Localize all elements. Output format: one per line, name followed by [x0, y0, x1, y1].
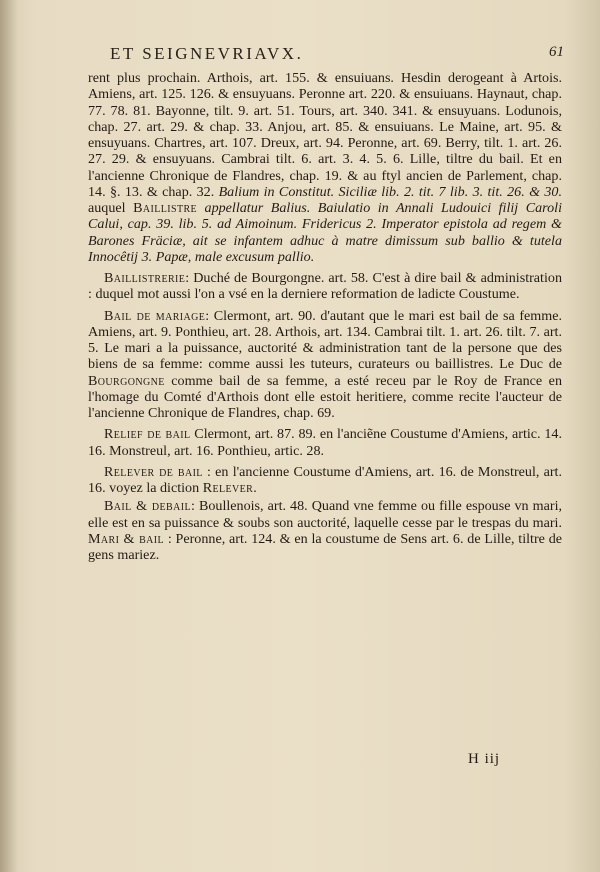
paragraph-relever-de-bail [88, 464, 562, 497]
headword: Relever. [202, 480, 258, 496]
headword: Relief de bail [104, 426, 191, 443]
gutter-shadow [0, 0, 18, 872]
paragraph-bail-et-debail [88, 498, 562, 563]
text-run: : Peronne, art. 124. & en la coustume de Sens art. 6. de Lille, tiltre de gens mariez. [88, 530, 562, 563]
paragraph-bail-de-mariage [88, 308, 562, 422]
headword: Baillistrerie [104, 270, 186, 286]
headword: Baillistre [133, 200, 198, 216]
running-head: ET SEIGNEVRIAVX. [110, 44, 304, 63]
headword: Bail de mariage [104, 307, 206, 324]
text-run: rent plus prochain. Arthois, art. 155. & ensuiuans. Hesdin derogeant à Artois. Amiens, art. 125. 126. & ensuyuans. Peronne art. 220. & ensuiuans. Haynaut, chap. 77. 78. 81. Bayonne, tilt. 9. art. 51. Tours, art. 340. 341. & ensuyuans. Lodunois, chap. 27. art. 29. & chap. 33. Anjou, art. 85. & ensuiuans. Le Maine, art. 95. & ensuyuans. Chartres, art. 107. Dreux, art. 94. Peronne, art. 69. Berry, tilt. 1. art. 26. 27. 29. & ensuyuans. Cambrai tilt. 6. art. 3. 4. 5. 6. Lille, tiltre du bail. Et en l'ancienne Chronique de Flandres, chap. 19. & au ftyl ancien de Parlement, chap. 14. §. 13. & chap. 32. [88, 70, 562, 200]
text-run: auquel [88, 200, 134, 216]
headword: Bail & debail [104, 498, 191, 515]
page-header [110, 44, 570, 70]
latin-citation: appellatur Balius. Baiulatio in Annali Ludouici filij Caroli Calui, cap. 39. lib. 5. ad Aimoinum. Fridericus 2. Imperator epistola ad regem & Barones Fräciæ, ait se infantem adhuc à matre dimissum sub ballio & tutela Innocêtij 3. Papæ, male excusum pallio. [88, 200, 563, 265]
headword: Mari & bail [88, 530, 165, 547]
paragraph-bail-references [88, 70, 562, 265]
paragraph-baillistrerie [88, 270, 562, 303]
text-run: comme bail de sa femme, a esté receu par le Roy de France en l'homage du Comté d'Arthois dont elle estoit heritiere, comme recite l'aucteur de l'ancienne Chronique de Flandres, chap. 69. [88, 372, 562, 421]
headword: Relever de bail [104, 463, 203, 480]
text-run: : Duché de Bourgongne. art. 58. C'est à dire bail & administration : duquel mot aussi l'on a vsé en la derniere reformation de ladicte Coustume. [88, 270, 562, 303]
text-run: : en l'ancienne Coustume d'Amiens, art. 16. de Monstreul, art. 16. voyez la diction [88, 463, 562, 496]
text-run: : Boullenois, art. 48. Quand vne femme ou fille espouse vn mari, elle est en sa puissance & soubs son auctorité, laquelle cesse par le trespas du mari. [88, 498, 563, 531]
page-number: 61 [549, 44, 564, 60]
headword: Bourgongne [88, 372, 165, 389]
paragraph-relief-de-bail [88, 426, 562, 459]
signature-mark: H iij [468, 751, 501, 767]
body-text [88, 70, 562, 568]
latin-citation: Balium in Constitut. Siciliæ lib. 2. tit. 7 lib. 3. tit. 26. & 30. [218, 183, 563, 200]
text-run: Clermont, art. 87. 89. en l'anciẽne Coustume d'Amiens, artic. 14. 16. Monstreul, art. 16. Ponthieu, artic. 28. [88, 426, 562, 459]
text-run: : Clermont, art. 90. d'autant que le mari est bail de sa femme. Amiens, art. 9. Ponthieu, art. 28. Arthois, art. 134. Cambrai tilt. 1. art. 26. tilt. 7. art. 5. Le mari a la puissance, auctorité & administration tant de la persone que des biens de sa femme: comme aussi les tuteurs, curateurs ou baillistres. Le Duc de [88, 307, 562, 373]
